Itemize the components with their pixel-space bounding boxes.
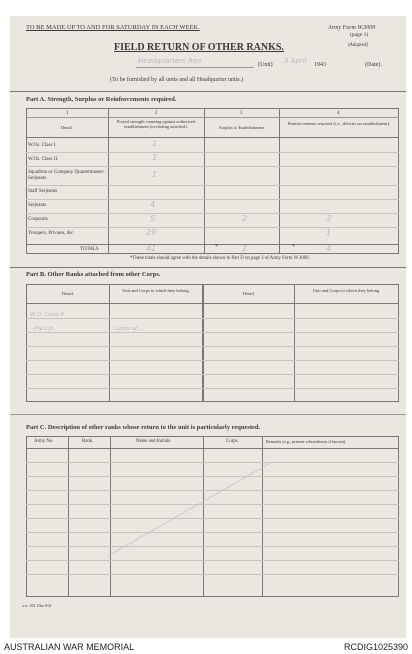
row-detail: Squadron or Company Quartermaster-Serjeants [28, 170, 105, 181]
form-title: FIELD RETURN OF OTHER RANKS. [114, 42, 284, 53]
part-a-col-posted: Posted strength counting against authorised establishment (excluding attached). [116, 119, 196, 130]
row-detail: Serjeants [28, 203, 47, 208]
surplus-value: 2 [242, 214, 248, 223]
unit-value: Headquarters Ren [138, 57, 202, 65]
col-number-2: 2 [155, 111, 158, 116]
total-posted: 41 [146, 244, 157, 253]
col-number-3: 3 [240, 111, 243, 116]
part-c-col-name: Name and Initials. [136, 439, 172, 444]
total-reinforcements: 4 [326, 244, 332, 253]
part-a-title: Part A. Strength, Surplus or Reinforcements required. [26, 96, 177, 103]
instruction-text: TO BE MADE UP TO AND FOR SATURDAY IN EACH WEEK. [26, 24, 200, 31]
total-marker: * [215, 244, 218, 250]
archive-name: AUSTRALIAN WAR MEMORIAL [4, 642, 135, 652]
part-b-col-unit: Unit and Corps to which they belong. [122, 288, 190, 293]
part-c-col-rank: Rank. [82, 439, 94, 444]
archive-footer [0, 638, 412, 654]
part-b-col-detail: Detail. [61, 291, 75, 296]
archive-id: RCDIG1025390 [343, 642, 408, 652]
part-a-col-reinforcements: Reinforcements required (i.e., deficits on establishment). [287, 121, 391, 126]
row-detail: Staff Serjeants [28, 189, 58, 194]
posted-value: 29 [146, 228, 157, 237]
totals-label: TOTALS [80, 247, 99, 252]
posted-value: 1 [152, 170, 158, 179]
reinforcement-value: 1 [326, 228, 332, 237]
unit-label: (Unit) [258, 62, 273, 68]
form-number: Army Form W.3009 [328, 25, 376, 31]
col-number-1: 1 [66, 111, 69, 116]
strike-through-line [10, 16, 406, 638]
attached-detail: Pte Cpl. [34, 326, 56, 332]
form-sheet [10, 16, 406, 638]
attached-detail: W.O. Class II [30, 312, 64, 318]
date-value: 3 April [284, 57, 307, 65]
form-page: (page 1) [350, 32, 369, 38]
row-detail: Troopers, Privates, &c. [28, 231, 75, 236]
part-c-col-army-no: Army No. [34, 439, 54, 444]
row-detail: W.Os. Class I. [28, 143, 57, 148]
posted-value: 4 [150, 200, 156, 209]
furnished-note: (To be furnished by all units and all Headquarter units.) [110, 77, 244, 83]
print-code: x.w. 201 10m 8/41 [22, 603, 52, 608]
adapted-note: (Adapted) [348, 43, 368, 48]
col-number-4: 4 [337, 111, 340, 116]
totals-footnote: *These totals should agree with the details shown in Part D on page 2 of Army Form W.3009. [130, 256, 310, 261]
row-detail: W.Os. Class II. [28, 157, 59, 162]
part-a-col-detail: Detail. [60, 125, 74, 130]
year-value: 1943 [314, 62, 326, 68]
row-detail: Corporals [28, 217, 48, 222]
part-b-col-unit-2: Unit and Corps to which they belong. [312, 288, 381, 293]
part-a-col-surplus: Surplus to Establishment. [218, 125, 266, 130]
date-label: (Date). [365, 62, 382, 68]
part-c-title: Part C. Description of other ranks whose return to the unit is particularly requested. [26, 424, 261, 431]
total-surplus: 2 [242, 244, 248, 253]
reinforcement-value: 3 [326, 214, 332, 223]
posted-value: 5 [150, 214, 156, 223]
attached-unit: Corps of ... [114, 326, 144, 332]
total-marker: * [292, 244, 295, 250]
part-b-col-detail-2: Detail. [242, 291, 256, 296]
posted-value: 1 [152, 153, 158, 162]
posted-value: 1 [152, 139, 158, 148]
part-b-title: Part B. Other Ranks attached from other Corps. [26, 271, 161, 278]
part-c-col-remarks: Remarks (e.g., present whereabouts if known). [266, 439, 347, 444]
part-c-col-corps: Corps. [226, 439, 239, 444]
